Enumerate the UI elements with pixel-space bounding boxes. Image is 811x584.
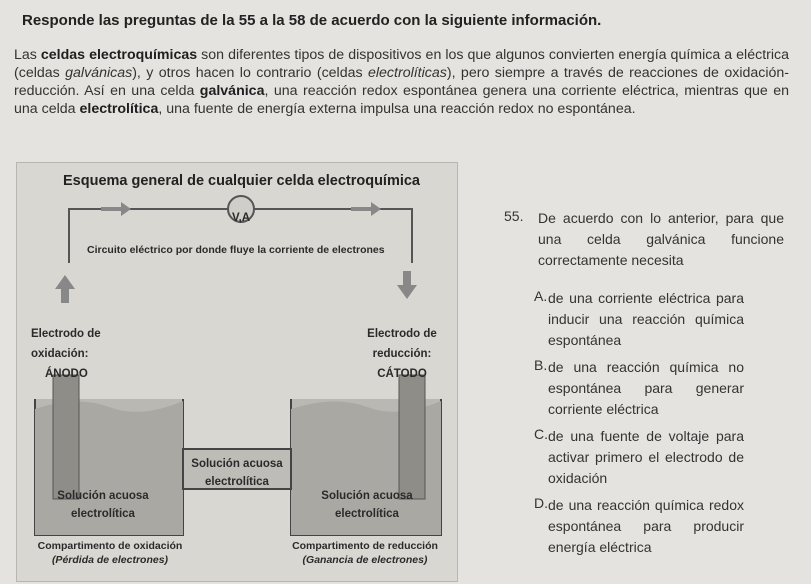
option-text: de una fuente de voltaje para activar primero el electrodo de oxidación xyxy=(548,428,744,486)
circuit-label: Circuito eléctrico por donde fluye la corriente de electrones xyxy=(87,244,385,256)
section-heading: Responde las preguntas de la 55 a la 58 de acuerdo con la siguiente información. xyxy=(22,12,602,29)
down-arrow-icon xyxy=(397,271,417,299)
option-c[interactable] xyxy=(504,426,786,489)
up-arrow-icon xyxy=(55,275,75,303)
cathode-electrode xyxy=(399,375,425,499)
right-arrow-icon xyxy=(101,202,131,216)
option-d[interactable] xyxy=(504,495,786,558)
question-stem: De acuerdo con lo anterior, para que una celda galvánica funcione correctamente necesita xyxy=(538,210,784,268)
option-letter: B. xyxy=(534,357,548,373)
reduction-compartment-label: Compartimento de reducción (Ganancia de electrones) xyxy=(292,540,438,566)
right-arrow-icon xyxy=(351,202,381,216)
option-letter: C. xyxy=(534,426,548,442)
diagram-title: Esquema general de cualquier celda electroquímica xyxy=(63,173,420,189)
cathode-label: Electrodo de reducción: CÁTODO xyxy=(367,328,437,380)
question-55 xyxy=(504,208,786,271)
anode-electrode xyxy=(53,375,79,499)
oxidation-compartment-label: Compartimento de oxidación (Pérdida de electrones) xyxy=(37,540,183,566)
right-solution-label: Solución acuosa electrolítica xyxy=(321,490,413,520)
left-solution-label: Solución acuosa electrolítica xyxy=(57,490,149,520)
bridge-label: Solución acuosa electrolítica xyxy=(191,458,283,488)
option-letter: D. xyxy=(534,495,548,511)
option-text: de una reacción química no espontánea para generar corriente eléctrica xyxy=(548,359,744,417)
option-text: de una reacción química redox espontánea para producir energía eléctrica xyxy=(548,497,744,555)
option-b[interactable] xyxy=(504,357,786,420)
option-letter: A. xyxy=(534,288,548,304)
anode-label: Electrodo de oxidación: ÁNODO xyxy=(31,328,101,380)
answer-options xyxy=(504,288,786,558)
option-a[interactable] xyxy=(504,288,786,351)
meter-label: V,A xyxy=(232,212,251,224)
option-text: de una corriente eléctrica para inducir una reacción química espontánea xyxy=(548,290,744,348)
question-number: 55. xyxy=(504,208,524,224)
electrochemical-cell-diagram xyxy=(16,162,458,582)
intro-paragraph: Las celdas electroquímicas son diferentes tipos de dispositivos en los que algunos convierten energía química a eléctrica (celdas galvánicas), y otros hacen lo contrario (celdas electrolíticas), pero siempre a través de reacciones de oxidación-reducción. Así en una celda galvánica, una reacción redox espontánea genera una corriente eléctrica, mientras que en una celda electrolítica, una fuente de energía externa impulsa una reacción redox no espontánea. xyxy=(14,47,790,117)
